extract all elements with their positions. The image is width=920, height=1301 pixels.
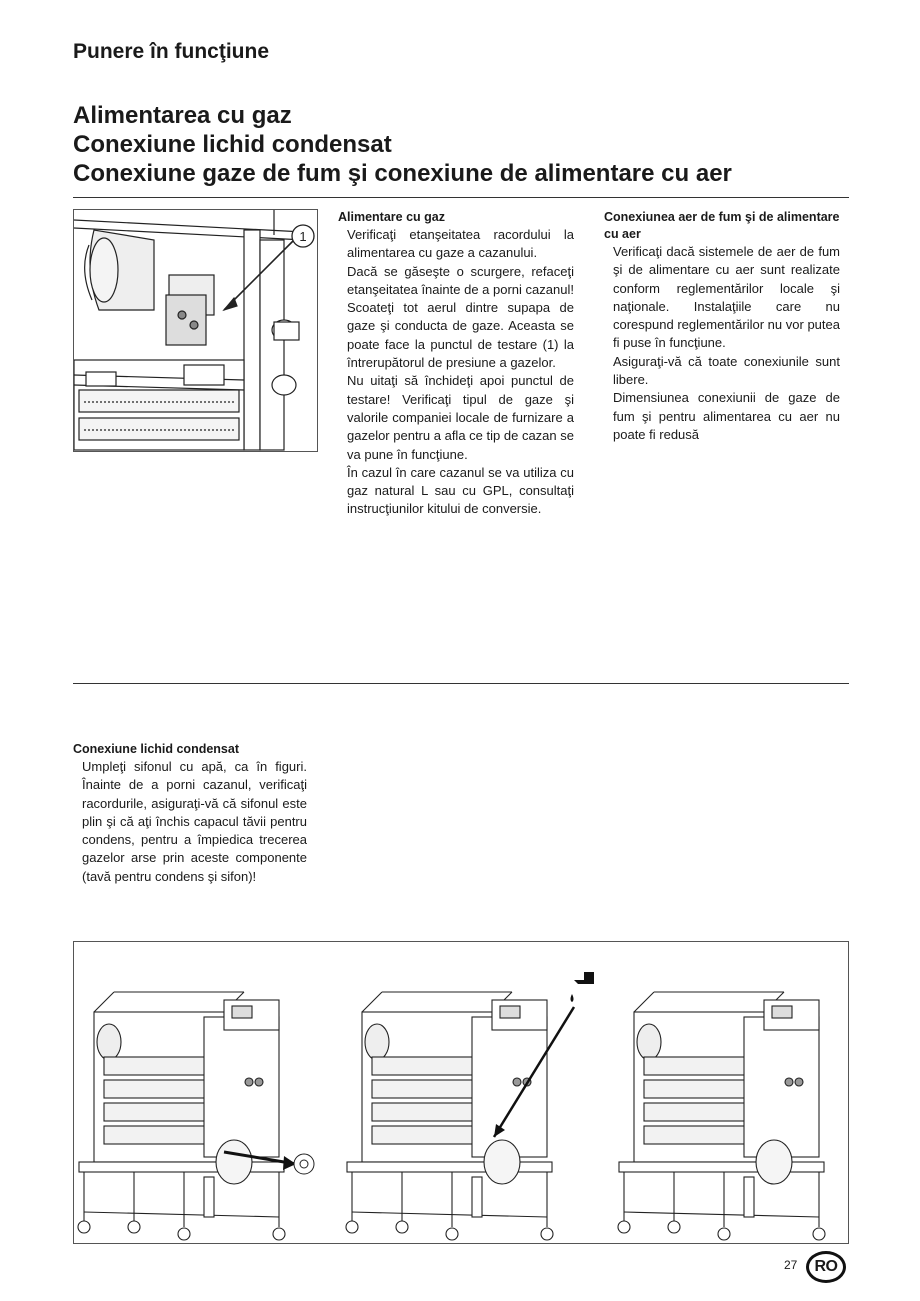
gas-paragraph-5: În cazul în care cazanul se va utiliza cu gaz natural L sau cu GPL, consultaţi instrucţiunilor kitului de conversie. <box>347 464 574 517</box>
language-badge: RO <box>806 1251 846 1283</box>
divider-middle <box>73 683 849 684</box>
section-title: Punere în funcţiune <box>73 40 270 63</box>
gas-valve-figure <box>73 209 318 452</box>
heading-line-condensate: Conexiune lichid condensat <box>73 131 392 158</box>
heading-line-gas: Alimentarea cu gaz <box>73 102 292 129</box>
gas-paragraph-4: Nu uitaţi să închideţi apoi punctul de testare! Verificaţi tipul de gaze şi valorile companiei locale de furnizare a gazelor pentru a afla ce tip de cazan se va pune în funcţiune. <box>347 373 574 462</box>
condensate-paragraph: Umpleţi sifonul cu apă, ca în figuri. Înainte de a porni cazanul, verificaţi racordurile, asiguraţi-vă că sifonul este plin şi că aţi închis capacul tăvii pentru condens, pentru a împiedica trecerea gazelor arse prin aceste componente (tavă pentru condens şi sifon)! <box>82 759 307 884</box>
main-heading <box>73 101 732 188</box>
gas-supply-section <box>338 209 574 519</box>
gas-valve-drawing <box>74 210 317 451</box>
condensate-section <box>73 741 307 886</box>
boiler-drawings <box>74 942 848 1243</box>
water-drop-icon <box>571 994 574 1002</box>
gas-paragraph-1: Verificaţi etanşeitatea racordului la alimentarea cu gaze a cazanului. <box>347 227 574 261</box>
condensate-title: Conexiune lichid condensat <box>73 742 239 756</box>
heading-line-flue: Conexiune gaze de fum şi conexiune de alimentare cu aer <box>73 160 732 187</box>
water-tap-icon <box>574 972 594 984</box>
gas-supply-title: Alimentare cu gaz <box>338 210 445 224</box>
flue-air-section <box>604 209 840 444</box>
callout-label: 1 <box>299 229 307 244</box>
siphon-fill-figure <box>73 941 849 1244</box>
flue-air-title: Conexiunea aer de fum şi de alimentare cu aer <box>604 210 840 241</box>
air-paragraph-1: Verificaţi dacă sistemele de aer de fum şi de alimentare cu aer sunt realizate conform reglementărilor locale şi naţionale. Instalaţiile care nu corespund reglementărilor nu vor putea fi puse în funcţiune. <box>613 244 840 351</box>
boiler-drawing-3 <box>618 992 825 1240</box>
boiler-drawing-1 <box>78 992 314 1240</box>
air-paragraph-3: Dimensiunea conexiunii de gaze de fum şi pentru alimentarea cu aer nu poate fi redusă <box>613 390 840 442</box>
air-paragraph-2: Asiguraţi-vă că toate conexiunile sunt libere. <box>613 353 840 388</box>
boiler-drawing-2 <box>346 972 594 1240</box>
gas-paragraph-3: Scoateţi tot aerul dintre supapa de gaze şi conducta de gaze. Aceasta se poate face la punctul de testare (1) la întrerupătorul de presiune a gazelor. <box>347 300 574 371</box>
gas-paragraph-2: Dacă se găseşte o scurgere, refaceţi etanşeitatea înainte de a porni cazanul! <box>347 263 574 297</box>
page-number: 27 <box>784 1258 798 1272</box>
divider-top <box>73 197 849 198</box>
